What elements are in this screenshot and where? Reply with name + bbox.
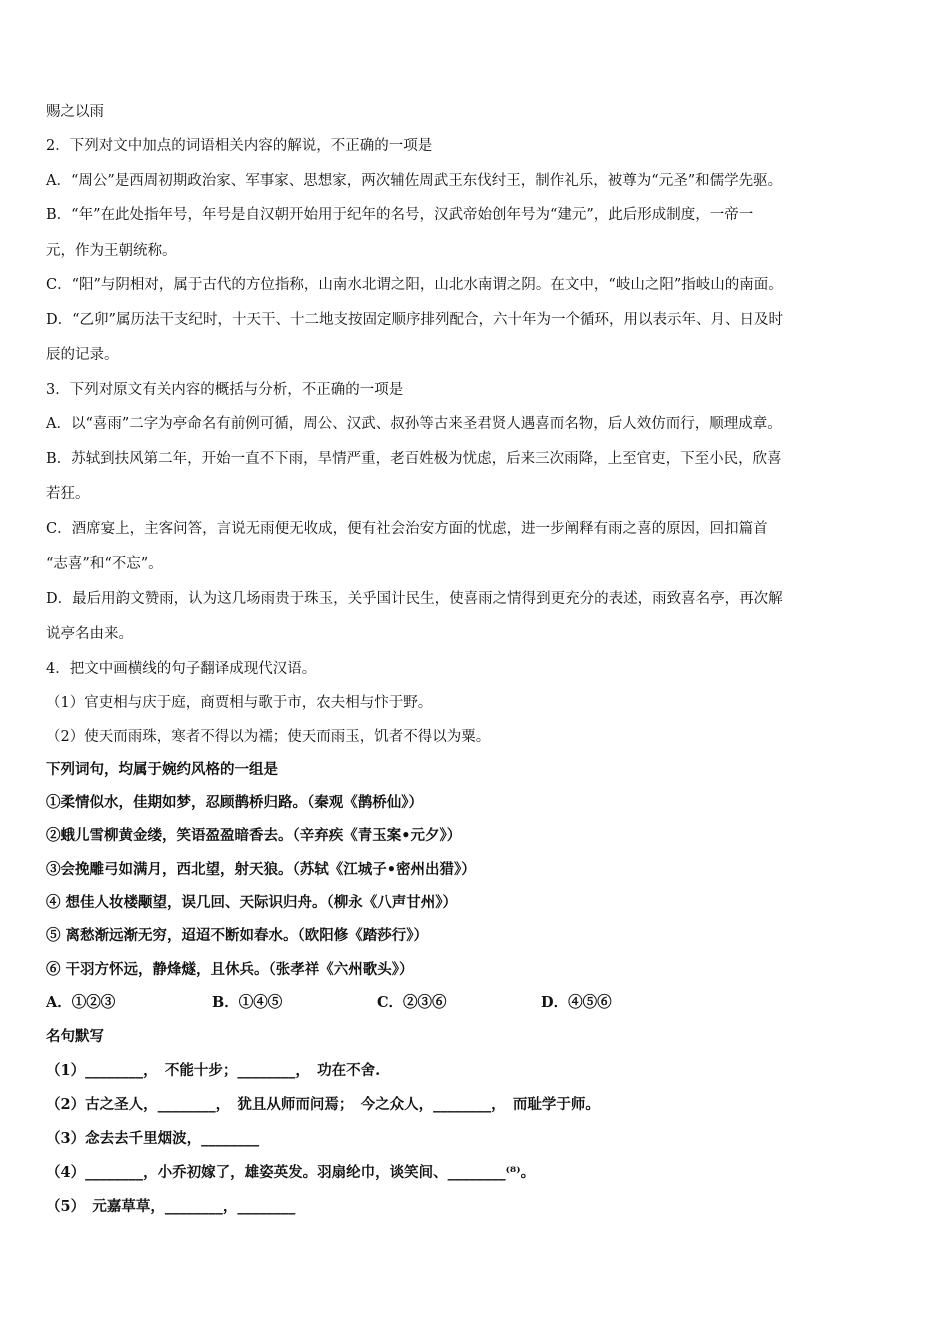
question-3-option-b-cont: 若狂。 <box>46 486 90 502</box>
dictation-item-5: （5） 元嘉草草，________，________ <box>46 1198 296 1215</box>
question-4-item-2: （2）使天而雨珠，寒者不得以为襦；使天而雨玉，饥者不得以为粟。 <box>46 729 491 745</box>
question-5-item-1: ①柔情似水，佳期如梦，忍顾鹊桥归路。（秦观《鹊桥仙》） <box>46 794 423 811</box>
question-2-option-b-cont: 元，作为王朝统称。 <box>46 243 177 259</box>
question-2-option-d: D．“乙卯”属历法干支纪时，十天干、十二地支按固定顺序排列配合，六十年为一个循环，用以表示年、月、日及时 <box>46 312 783 328</box>
question-5-item-5: ⑤ 离愁渐远渐无穷，迢迢不断如春水。（欧阳修《踏莎行》） <box>46 927 429 944</box>
question-3-option-c-cont: “志喜”和“不忘”。 <box>46 556 163 572</box>
question-3-option-d-cont: 说亭名由来。 <box>46 626 133 642</box>
question-2-option-d-cont: 辰的记录。 <box>46 347 119 363</box>
choice-c: C．②③⑥ <box>377 994 447 1011</box>
question-2-option-c: C．“阳”与阴相对，属于古代的方位指称，山南水北谓之阳，山北水南谓之阴。在文中，“岐山之阳”指岐山的南面。 <box>46 277 783 293</box>
dictation-item-4: （4）________，小乔初嫁了，雄姿英发。羽扇纶巾，谈笑间、________⁽⁸⁾。 <box>46 1164 536 1181</box>
question-3-stem: 3．下列对原文有关内容的概括与分析，不正确的一项是 <box>46 382 404 398</box>
question-4-item-1: （1）官吏相与庆于庭，商贾相与歌于市，农夫相与忭于野。 <box>46 695 433 711</box>
question-3-option-a: A．以“喜雨”二字为亭命名有前例可循，周公、汉武、叔孙等古来圣君贤人遇喜而名物，后人效仿而行，顺理成章。 <box>46 416 782 432</box>
question-5-item-2: ②蛾儿雪柳黄金缕，笑语盈盈暗香去。（辛弃疾《青玉案•元夕》） <box>46 827 462 844</box>
question-2-stem: 2．下列对文中加点的词语相关内容的解说，不正确的一项是 <box>46 138 433 154</box>
dictation-item-1: （1）________， 不能十步；________， 功在不舍. <box>46 1062 381 1079</box>
question-3-option-b: B．苏轼到扶风第二年，开始一直不下雨，旱情严重，老百姓极为忧虑，后来三次雨降，上至官吏，下至小民，欣喜 <box>46 451 782 467</box>
question-5-stem: 下列词句，均属于婉约风格的一组是 <box>46 761 278 778</box>
question-5-choices <box>0 993 950 1013</box>
choice-a: A．①②③ <box>46 994 116 1011</box>
question-4-stem: 4．把文中画横线的句子翻译成现代汉语。 <box>46 661 317 677</box>
question-3-option-c: C．酒席宴上，主客问答，言说无雨便无收成，便有社会治安方面的忧虑，进一步阐释有雨之喜的原因，回扣篇首 <box>46 521 768 537</box>
dictation-item-3: （3）念去去千里烟波，________ <box>46 1130 260 1147</box>
question-5-item-6: ⑥ 干羽方怀远，静烽燧，且休兵。（张孝祥《六州歌头》） <box>46 961 414 978</box>
question-5-item-3: ③会挽雕弓如满月，西北望，射天狼。（苏轼《江城子•密州出猎》） <box>46 861 476 878</box>
choice-d: D．④⑤⑥ <box>541 994 612 1011</box>
dictation-heading: 名句默写 <box>46 1028 104 1045</box>
dictation-item-2: （2）古之圣人，________， 犹且从师而问焉； 今之众人，________， 而耻学于师。 <box>46 1096 600 1113</box>
question-2-option-a: A．“周公”是西周初期政治家、军事家、思想家，两次辅佐周武王东伐纣王，制作礼乐，被尊为“元圣”和儒学先驱。 <box>46 173 783 189</box>
text-line: 赐之以雨 <box>46 104 104 120</box>
question-5-item-4: ④ 想佳人妆楼颙望，误几回、天际识归舟。（柳永《八声甘州》） <box>46 894 458 911</box>
question-2-option-b: B．“年”在此处指年号，年号是自汉朝开始用于纪年的名号，汉武帝始创年号为“建元”，此后形成制度，一帝一 <box>46 207 754 223</box>
question-3-option-d: D．最后用韵文赞雨，认为这几场雨贵于珠玉，关乎国计民生，使喜雨之情得到更充分的表述，雨致喜名亭，再次解 <box>46 591 783 607</box>
choice-b: B．①④⑤ <box>212 994 283 1011</box>
